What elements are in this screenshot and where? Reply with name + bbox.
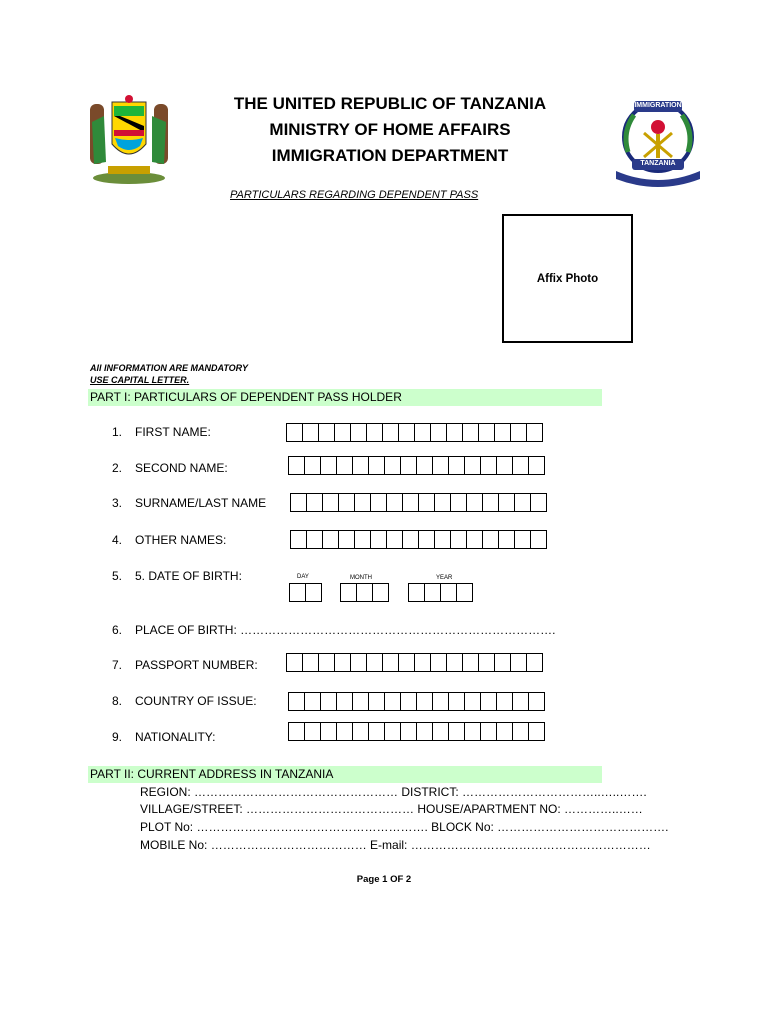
char-box[interactable]: [417, 722, 433, 741]
char-box[interactable]: [289, 456, 305, 475]
dob-day-boxes[interactable]: [289, 583, 322, 602]
passport-number-boxes[interactable]: [286, 653, 543, 672]
char-box[interactable]: [367, 423, 383, 442]
char-box[interactable]: [415, 423, 431, 442]
char-box[interactable]: [353, 722, 369, 741]
char-box[interactable]: [321, 722, 337, 741]
char-box[interactable]: [433, 692, 449, 711]
char-box[interactable]: [351, 653, 367, 672]
surname-boxes[interactable]: [290, 493, 547, 512]
char-box[interactable]: [527, 653, 543, 672]
dob-year-label: YEAR: [436, 575, 453, 581]
char-box[interactable]: [409, 583, 425, 602]
char-box[interactable]: [335, 653, 351, 672]
char-box[interactable]: [513, 722, 529, 741]
char-box[interactable]: [531, 493, 547, 512]
char-box[interactable]: [441, 583, 457, 602]
char-box[interactable]: [481, 722, 497, 741]
char-box[interactable]: [290, 583, 306, 602]
char-box[interactable]: [463, 653, 479, 672]
char-box[interactable]: [463, 423, 479, 442]
char-box[interactable]: [319, 653, 335, 672]
char-box[interactable]: [387, 493, 403, 512]
char-box[interactable]: [306, 583, 322, 602]
char-box[interactable]: [451, 493, 467, 512]
char-box[interactable]: [337, 722, 353, 741]
dob-month-label: MONTH: [350, 575, 372, 581]
char-box[interactable]: [383, 653, 399, 672]
char-box[interactable]: [307, 493, 323, 512]
char-box[interactable]: [467, 530, 483, 549]
char-box[interactable]: [287, 653, 303, 672]
char-box[interactable]: [431, 653, 447, 672]
char-box[interactable]: [417, 692, 433, 711]
char-box[interactable]: [385, 722, 401, 741]
char-box[interactable]: [511, 653, 527, 672]
char-box[interactable]: [481, 456, 497, 475]
field-first-name-label: 1. FIRST NAME:: [112, 425, 211, 439]
part1-heading: PART I: PARTICULARS OF DEPENDENT PASS HOLDER: [88, 389, 602, 406]
char-box[interactable]: [425, 583, 441, 602]
char-box[interactable]: [433, 722, 449, 741]
char-box[interactable]: [337, 456, 353, 475]
part2-heading: PART II: CURRENT ADDRESS IN TANZANIA: [88, 766, 602, 783]
dob-year-boxes[interactable]: [408, 583, 473, 602]
char-box[interactable]: [495, 423, 511, 442]
char-box[interactable]: [385, 456, 401, 475]
dob-month-boxes[interactable]: [340, 583, 389, 602]
char-box[interactable]: [447, 423, 463, 442]
char-box[interactable]: [341, 583, 357, 602]
char-box[interactable]: [449, 722, 465, 741]
char-box[interactable]: [467, 493, 483, 512]
char-box[interactable]: [435, 493, 451, 512]
char-box[interactable]: [291, 530, 307, 549]
char-box[interactable]: [369, 722, 385, 741]
char-box[interactable]: [369, 456, 385, 475]
field-place-of-birth: 6. PLACE OF BIRTH: …………………………………………………………………….: [112, 623, 556, 637]
char-box[interactable]: [515, 530, 531, 549]
char-box[interactable]: [403, 530, 419, 549]
other-names-boxes[interactable]: [290, 530, 547, 549]
char-box[interactable]: [387, 530, 403, 549]
char-box[interactable]: [335, 423, 351, 442]
dob-day-label: DAY: [297, 574, 309, 580]
char-box[interactable]: [479, 423, 495, 442]
char-box[interactable]: [339, 530, 355, 549]
immigration-emblem: [612, 97, 704, 187]
char-box[interactable]: [355, 530, 371, 549]
char-box[interactable]: [321, 692, 337, 711]
country-of-issue-boxes[interactable]: [288, 692, 545, 711]
char-box[interactable]: [367, 653, 383, 672]
address-village-house: VILLAGE/STREET: …………………………………… HOUSE/APARTMENT NO: …………..……: [140, 802, 643, 816]
char-box[interactable]: [353, 456, 369, 475]
char-box[interactable]: [371, 493, 387, 512]
char-box[interactable]: [401, 722, 417, 741]
char-box[interactable]: [319, 423, 335, 442]
char-box[interactable]: [447, 653, 463, 672]
capital-letter-notice: USE CAPITAL LETTER.: [90, 375, 190, 385]
second-name-boxes[interactable]: [288, 456, 545, 475]
char-box[interactable]: [529, 722, 545, 741]
char-box[interactable]: [513, 456, 529, 475]
char-box[interactable]: [323, 493, 339, 512]
char-box[interactable]: [513, 692, 529, 711]
char-box[interactable]: [321, 456, 337, 475]
char-box[interactable]: [511, 423, 527, 442]
emblem-top-text: IMMIGRATION: [634, 102, 682, 109]
char-box[interactable]: [305, 692, 321, 711]
char-box[interactable]: [415, 653, 431, 672]
char-box[interactable]: [401, 456, 417, 475]
char-box[interactable]: [385, 692, 401, 711]
char-box[interactable]: [515, 493, 531, 512]
char-box[interactable]: [339, 493, 355, 512]
field-second-name-label: 2. SECOND NAME:: [112, 461, 228, 475]
char-box[interactable]: [497, 692, 513, 711]
char-box[interactable]: [303, 423, 319, 442]
field-other-names-label: 4. OTHER NAMES:: [112, 533, 227, 547]
char-box[interactable]: [465, 722, 481, 741]
char-box[interactable]: [323, 530, 339, 549]
char-box[interactable]: [465, 692, 481, 711]
char-box[interactable]: [291, 493, 307, 512]
char-box[interactable]: [357, 583, 373, 602]
char-box[interactable]: [373, 583, 389, 602]
char-box[interactable]: [431, 423, 447, 442]
char-box[interactable]: [449, 456, 465, 475]
char-box[interactable]: [383, 423, 399, 442]
char-box[interactable]: [499, 493, 515, 512]
char-box[interactable]: [399, 423, 415, 442]
char-box[interactable]: [433, 456, 449, 475]
char-box[interactable]: [371, 530, 387, 549]
char-box[interactable]: [289, 692, 305, 711]
char-box[interactable]: [403, 493, 419, 512]
char-box[interactable]: [419, 530, 435, 549]
char-box[interactable]: [289, 722, 305, 741]
char-box[interactable]: [435, 530, 451, 549]
char-box[interactable]: [399, 653, 415, 672]
char-box[interactable]: [527, 423, 543, 442]
affix-photo-label: Affix Photo: [536, 272, 599, 285]
field-dob-label: 5. 5. DATE OF BIRTH:: [112, 569, 242, 583]
char-box[interactable]: [481, 692, 497, 711]
char-box[interactable]: [419, 493, 435, 512]
char-box[interactable]: [351, 423, 367, 442]
affix-photo-box: [502, 214, 633, 343]
char-box[interactable]: [531, 530, 547, 549]
field-surname-label: 3. SURNAME/LAST NAME: [112, 496, 267, 510]
char-box[interactable]: [305, 456, 321, 475]
char-box[interactable]: [457, 583, 473, 602]
char-box[interactable]: [287, 423, 303, 442]
char-box[interactable]: [497, 456, 513, 475]
char-box[interactable]: [465, 456, 481, 475]
address-mobile-email: MOBILE No: ………………………………… E-mail: ……………………………………………………: [140, 838, 651, 852]
char-box[interactable]: [303, 653, 319, 672]
char-box[interactable]: [529, 456, 545, 475]
form-subtitle: PARTICULARS REGARDING DEPENDENT PASS: [230, 189, 479, 201]
header-title-line3: IMMIGRATION DEPARTMENT: [271, 146, 509, 165]
header-title-line1: THE UNITED REPUBLIC OF TANZANIA: [233, 94, 547, 113]
char-box[interactable]: [449, 692, 465, 711]
address-region-district: REGION: …………………………………………… DISTRICT: ……………………………..…..…….: [140, 785, 647, 799]
nationality-boxes[interactable]: [288, 722, 545, 741]
mandatory-notice: All INFORMATION ARE MANDATORY: [90, 363, 248, 373]
char-box[interactable]: [417, 456, 433, 475]
char-box[interactable]: [355, 493, 371, 512]
char-box[interactable]: [369, 692, 385, 711]
tanzania-coat-of-arms: [88, 92, 170, 186]
char-box[interactable]: [483, 493, 499, 512]
field-country-of-issue-label: 8. COUNTRY OF ISSUE:: [112, 694, 257, 708]
char-box[interactable]: [305, 722, 321, 741]
char-box[interactable]: [495, 653, 511, 672]
char-box[interactable]: [353, 692, 369, 711]
address-plot-block: PLOT No: …………………………………………………. BLOCK No: …………………………………….: [140, 820, 669, 834]
field-nationality-label: 9. NATIONALITY:: [112, 730, 216, 744]
char-box[interactable]: [497, 722, 513, 741]
page-number: Page 1 OF 2: [356, 874, 412, 885]
first-name-boxes[interactable]: [286, 423, 543, 442]
char-box[interactable]: [337, 692, 353, 711]
header-title-line2: MINISTRY OF HOME AFFAIRS: [269, 120, 511, 139]
char-box[interactable]: [451, 530, 467, 549]
char-box[interactable]: [479, 653, 495, 672]
char-box[interactable]: [499, 530, 515, 549]
emblem-bottom-text: TANZANIA: [640, 160, 676, 167]
char-box[interactable]: [529, 692, 545, 711]
char-box[interactable]: [401, 692, 417, 711]
char-box[interactable]: [307, 530, 323, 549]
field-passport-number-label: 7. PASSPORT NUMBER:: [112, 658, 258, 672]
char-box[interactable]: [483, 530, 499, 549]
